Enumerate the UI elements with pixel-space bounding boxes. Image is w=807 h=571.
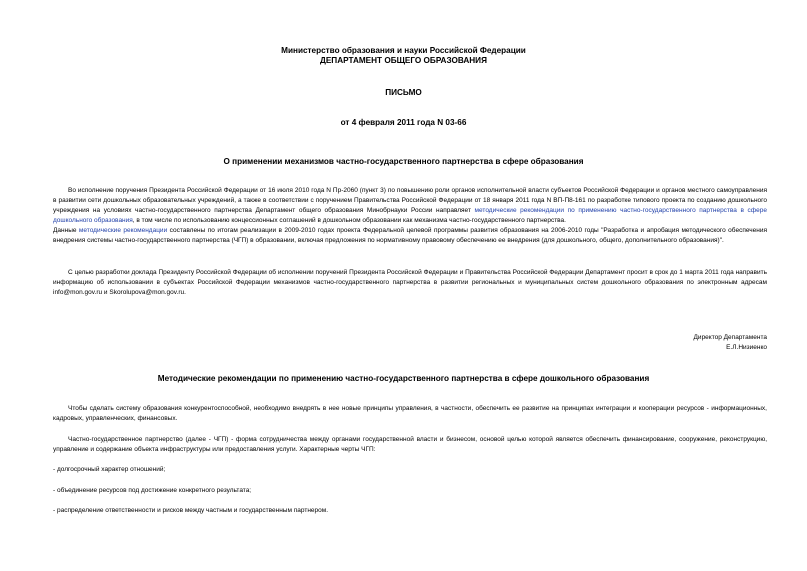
recommendations-paragraph-2-text: Частно-государственное партнерство (далее - ЧГП) - форма сотрудничества между органами государственной власти и бизнесом, основой целью которой является обеспечить финансирование, сооружение, реконструкцию, управление и содержание объекта инфраструктуры или предоставления услуги. Характерные черты ЧГП: <box>53 436 767 454</box>
document-date-number: от 4 февраля 2011 года N 03-66 <box>340 118 467 127</box>
letter-paragraph-1b-text-a: Данные <box>53 227 79 235</box>
recommendations-title: Методические рекомендации по применению частно-государственного партнерства в сфере дошкольного образования <box>157 374 650 383</box>
recommendations-paragraph-1 <box>53 404 767 424</box>
recommendations-paragraph-1-text: Чтобы сделать систему образования конкурентоспособной, необходимо внедрять в нее новые принципы управления, в частности, обеспечить ее развитие на принципах интеграции и кооперации ресурсов - информационных, кадровых, управленческих, финансовых. <box>53 405 767 423</box>
letter-subject: О применении механизмов частно-государственного партнерства в сфере образования <box>223 157 584 166</box>
letter-paragraph-2-text: С целью разработки доклада Президенту Российской Федерации об исполнении поручений Президента Российской Федерации и Правительства Российской Федерации Департамент просит в срок до 1 марта 2011 года направить информацию об использовании в субъектах Российской Федерации механизмов частно-государственного партнерства в развитии региональных и муниципальных систем дошкольного образования по электронным адресам info@mon.gov.ru и Skorolupova@mon.gov.ru. <box>53 269 767 297</box>
letter-paragraph-1-text-b: , в том числе по использованию концессионных соглашений в дошкольном образовании как механизма частно-государственного партнерства. <box>132 217 566 225</box>
recommendations-link[interactable]: методические рекомендации <box>78 227 168 235</box>
list-item: - объединение ресурсов под достижение конкретного результата; <box>53 487 252 494</box>
document-type: ПИСЬМО <box>385 88 422 97</box>
signature-name: Е.Л.Низиенко <box>726 344 767 351</box>
ministry-name: Министерство образования и науки Российской Федерации <box>281 46 526 55</box>
list-item: - распределение ответственности и рисков между частным и государственным партнером. <box>53 507 329 514</box>
recommendations-paragraph-2 <box>53 435 767 455</box>
letter-paragraph-1-text-a: Во исполнение поручения Президента Российской Федерации от 16 июля 2010 года N Пр-2060 (пункт 3) по повышению роли органов исполнительной власти субъектов Российской Федерации и органов местного самоуправления в развитии сети дошкольных образовательных учреждений, а также в соответствии с поручением Правительства Российской Федерации от 18 января 2011 года N ВП-П8-161 по разработке типового проекта по созданию дошкольного учреждения на условиях частно-государственного партнерства Департамент общего образования Минобрнауки России направляет <box>53 187 767 215</box>
letter-paragraph-1b-text-b: составлены по итогам реализации в 2009-2010 годах проекта Федеральной целевой программы развития образования на 2006-2010 годы "Разработка и апробация методического обеспечения внедрения системы частно-государственного партнерства (ЧГП) в образовании, включая предложения по нормативному правовому обеспечению ее внедрения (для дошкольного, общего, дополнительного образования)". <box>53 227 767 245</box>
letter-paragraph-2 <box>53 268 767 298</box>
department-name: ДЕПАРТАМЕНТ ОБЩЕГО ОБРАЗОВАНИЯ <box>320 56 487 65</box>
methodical-recommendations-link[interactable]: методические рекомендации по применению частно-государственного партнерства в сфере дошкольного образования <box>53 207 768 225</box>
letter-paragraph-1 <box>53 186 767 247</box>
list-item: - долгосрочный характер отношений; <box>53 466 166 473</box>
signature-position: Директор Департамента <box>693 334 767 341</box>
